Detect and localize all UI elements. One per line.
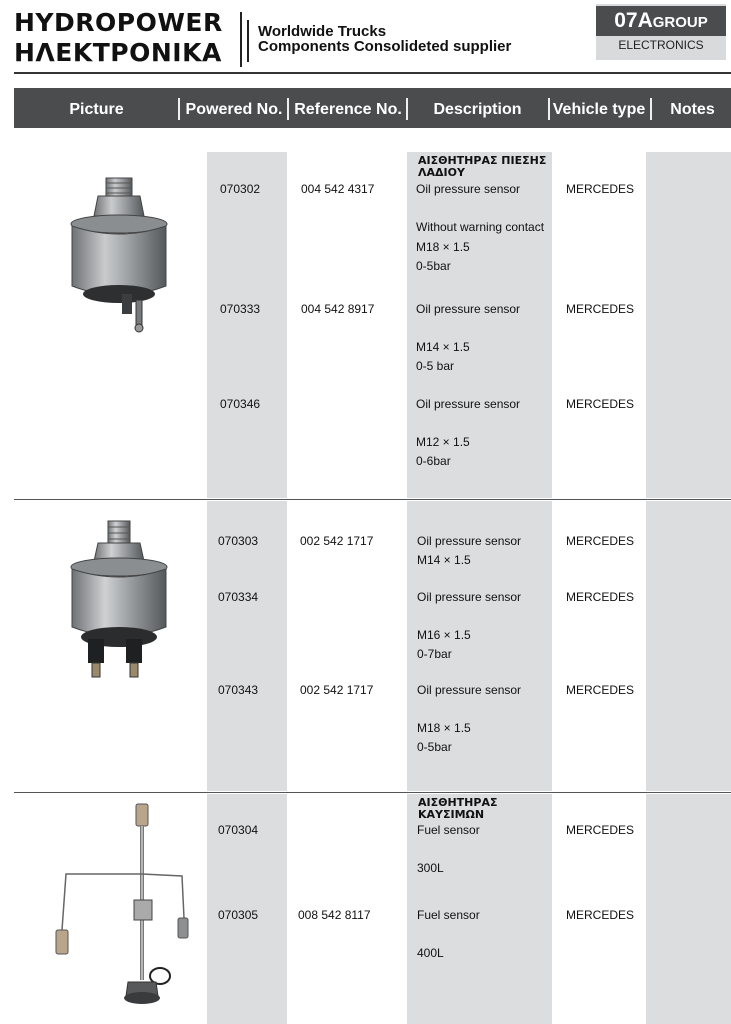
powered-no: 070304 <box>218 823 259 837</box>
description-line: 400L <box>417 946 444 960</box>
group-logo-number: 07A <box>614 9 653 32</box>
description-line: M18 × 1.5 <box>416 240 470 254</box>
oil-pressure-sensor-dual-terminal-image <box>64 515 176 687</box>
powered-no: 070305 <box>218 908 259 922</box>
group-divider <box>14 792 731 793</box>
column-separator <box>650 98 652 120</box>
powered-no: 070346 <box>220 397 261 411</box>
group-logo <box>596 4 726 60</box>
notes-column-band <box>646 152 731 498</box>
brand-name-greek: ΗΛΕΚΤΡΟΝΙΚΑ <box>14 38 222 67</box>
description-line: Oil pressure sensor <box>416 397 521 411</box>
reference-no: 002 542 1717 <box>300 683 374 697</box>
description-line: Fuel sensor <box>417 908 480 922</box>
powered-no: 070302 <box>220 182 261 196</box>
vehicle-type: MERCEDES <box>566 683 635 697</box>
column-header-picture: Picture <box>69 101 124 118</box>
reference-no: 002 542 1717 <box>300 534 374 548</box>
vehicle-type: MERCEDES <box>566 908 635 922</box>
description-line: 0-6bar <box>416 454 451 468</box>
vehicle-type: MERCEDES <box>566 302 635 316</box>
reference-no: 004 542 4317 <box>301 182 375 196</box>
description-line: Fuel sensor <box>417 823 480 837</box>
description-line: 0-7bar <box>417 647 452 661</box>
group-title-oil-pressure: ΑΙΣΘΗΤΗΡΑΣ ΠΙΕΣΗΣ ΛΑΔΙΟΥ <box>418 154 547 179</box>
header-rule <box>14 72 731 74</box>
notes-column-band <box>646 794 731 1024</box>
description-line: 0-5bar <box>416 259 451 273</box>
description-line: Oil pressure sensor <box>417 683 522 697</box>
vehicle-type: MERCEDES <box>566 534 635 548</box>
group-title-fuel-sensor: ΑΙΣΘΗΤΗΡΑΣ ΚΑΥΣΙΜΩΝ <box>418 796 498 821</box>
powered-no: 070333 <box>220 302 261 316</box>
description-line: 0-5 bar <box>416 359 455 373</box>
vehicle-type: MERCEDES <box>566 182 635 196</box>
group-logo-sub: ELECTRONICS <box>618 38 704 52</box>
column-header-reference-no: Reference No. <box>294 101 402 118</box>
description-line: 300L <box>417 861 444 875</box>
powered-no: 070303 <box>218 534 259 548</box>
description-line: Without warning contact <box>416 220 545 234</box>
group-logo-word: GROUP <box>652 14 708 31</box>
notes-column-band <box>646 501 731 791</box>
description-line: Oil pressure sensor <box>416 182 521 196</box>
powered-no: 070343 <box>218 683 259 697</box>
column-separator <box>406 98 408 120</box>
description-line: M16 × 1.5 <box>417 628 471 642</box>
description-line: M12 × 1.5 <box>416 435 470 449</box>
vehicle-type: MERCEDES <box>566 590 635 604</box>
description-line: Oil pressure sensor <box>416 302 521 316</box>
oil-pressure-sensor-single-terminal-image <box>60 168 180 340</box>
vehicle-type: MERCEDES <box>566 397 635 411</box>
header-divider-2 <box>247 20 249 62</box>
column-header-vehicle-type: Vehicle type <box>552 101 646 118</box>
group-divider <box>14 499 731 500</box>
description-line: Oil pressure sensor <box>417 534 522 548</box>
brand-name-latin: HYDROPOWER <box>14 8 223 37</box>
header-divider <box>240 12 242 67</box>
description-line: Oil pressure sensor <box>417 590 522 604</box>
description-line: 0-5bar <box>417 740 452 754</box>
table-header <box>14 88 731 128</box>
description-line: M14 × 1.5 <box>416 340 470 354</box>
group-logo-main <box>596 6 726 36</box>
tagline-line2: Components Consolideted supplier <box>258 38 512 55</box>
powered-no: 070334 <box>218 590 259 604</box>
vehicle-type: MERCEDES <box>566 823 635 837</box>
column-header-notes: Notes <box>670 101 715 118</box>
column-separator <box>178 98 180 120</box>
reference-no: 004 542 8917 <box>301 302 375 316</box>
description-line: M14 × 1.5 <box>417 553 471 567</box>
tagline-line1: Worldwide Trucks <box>258 23 387 40</box>
column-header-powered-no: Powered No. <box>185 101 283 118</box>
reference-no: 008 542 8117 <box>298 908 371 922</box>
description-line: M18 × 1.5 <box>417 721 471 735</box>
fuel-level-sensor-image <box>48 800 198 1012</box>
powered-column-band <box>207 152 287 498</box>
column-header-description: Description <box>433 101 522 118</box>
